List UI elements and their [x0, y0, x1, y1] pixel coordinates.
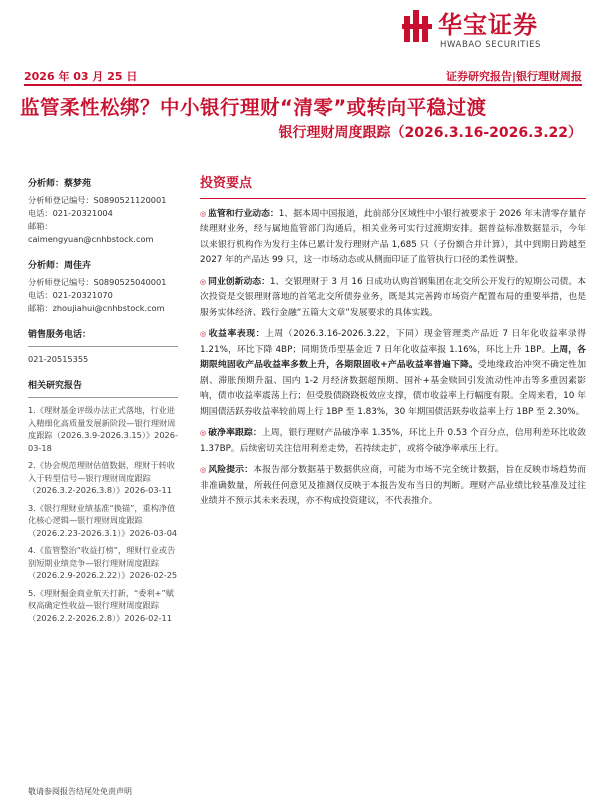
bullet-icon: ◎ [200, 209, 207, 218]
paragraph-yield [200, 327, 586, 420]
related-reports [28, 380, 178, 624]
header-divider [24, 84, 582, 86]
huabao-logo-icon [402, 10, 434, 44]
para-label: 收益率表现： [208, 329, 266, 339]
report-tag: 证券研究报告|银行理财周报 [445, 70, 582, 83]
related-report-item[interactable]: 2.《协会规范理财估值数据，理财于转收入于转型信号—银行理财周度跟踪（2026.3.2-2026.3.8）》2026-03-11 [28, 460, 175, 495]
analyst-email[interactable]: 邮箱：caimengyuan@cnhbstock.com [28, 221, 154, 244]
analyst-email[interactable]: 邮箱：zhoujiahui@cnhbstock.com [28, 303, 165, 313]
section-divider [28, 346, 178, 347]
para-text: 受地缘政治冲突不确定性加剧、滞胀预期升温、国内 1-2 月经济数据超预期、国补+基金赎回引发流动性冲击等多重因素影响，债市收益率震荡上行；但受股债跷跷板效应支撑，债市收益率上行幅度有限。全周来看，10 年期国债活跃券收益率较前周上行 1BP 至 1.83%，30 年期国债活跃券收益率上行 1BP 至 2.30%。 [200, 360, 586, 417]
paragraph-innovation [200, 275, 586, 322]
related-report-item[interactable]: 4.《监管整治“收益打榜”，理财行业或告别短期业绩竞争—银行理财周度跟踪（2026.2.9-2026.2.22）》2026-02-25 [28, 545, 178, 580]
analyst-cert: 分析师登记编号：S0890525040001 [28, 277, 167, 287]
analyst-name: 分析师：蔡梦苑 [28, 179, 92, 189]
paragraph-break-net [200, 426, 586, 457]
sales-phone: 021-20515355 [28, 354, 89, 364]
sales-contact [28, 329, 178, 366]
related-report-item[interactable]: 1.《理财基金评级办法正式落地，行业进入精细化高质量发展新阶段—银行理财周度跟踪（2026.3.9-2026.3.15）》2026-03-18 [28, 405, 178, 453]
analyst-phone: 电话：021-20321004 [28, 208, 113, 218]
bullet-icon: ◎ [200, 429, 207, 437]
analyst-card [28, 178, 178, 246]
bullet-icon: ◎ [200, 466, 207, 474]
related-title: 相关研究报告 [28, 381, 83, 391]
para-label: 同业创新动态： [208, 276, 270, 287]
key-points-divider [200, 198, 586, 199]
para-label: 破净率跟踪： [208, 428, 262, 438]
brand-name-cn: 华宝证券 [438, 11, 538, 39]
date-bar [0, 66, 600, 84]
disclaimer-footer[interactable]: 敬请参阅报告结尾处免责声明 [28, 787, 132, 796]
section-divider [28, 397, 178, 398]
paragraph-regulation [200, 207, 586, 269]
para-label: 风险提示： [208, 465, 254, 475]
para-text: 上周，银行理财产品破净率 1.35%，环比上升 0.53 个百分点，信用利差环比收敛 1.37BP。后续密切关注信用利差走势，若持续走扩，或将令破净率承压上行。 [200, 428, 586, 454]
sales-label: 销售服务电话： [28, 330, 92, 340]
bullet-icon: ◎ [200, 277, 207, 286]
para-text: 1、交银理财于 3 月 16 日成功认购首钢集团在北交所公开发行的短期公司债。本次投资是交银理财落地的首笔北交所债券业务，既是其完善跨市场资产配置布局的重要举措，也是服务实体经济、践行金融“五篇大文章”发展要求的具体实践。 [200, 276, 586, 318]
para-highlight: 上周，各期限纯固收产品收益率多数上升，各期限固收+产品收益率普遍下降。 [200, 344, 586, 370]
main-title: 监管柔性松绑？中小银行理财“清零”或转向平稳过渡 [20, 96, 487, 119]
key-points-title: 投资要点 [200, 176, 253, 191]
analyst-card [28, 260, 178, 315]
brand-logo [402, 10, 592, 52]
bullet-icon: ◎ [200, 330, 207, 338]
paragraph-risk [200, 463, 586, 510]
sub-title: 银行理财周度跟踪（2026.3.16-2026.3.22） [278, 125, 582, 141]
related-report-item[interactable]: 3.《银行理财业绩基准“换锚”，重构净值化核心逻辑—银行理财周度跟踪（2026.2.23-2026.3.1）》2026-03-04 [28, 502, 178, 538]
analyst-cert: 分析师登记编号：S0890521120001 [28, 195, 167, 205]
para-label: 监管和行业动态： [208, 208, 279, 219]
report-date: 2026 年 03 月 25 日 [24, 70, 138, 83]
para-text: 本报告部分数据基于数据供应商，可能为市场不完全统计数据，旨在反映市场趋势而非准确数量，所载任何意见及推测仅反映于本报告发布当日的判断。理财产品业绩比较基准及过往业绩并不预示其未来表现，亦不构成投资建议，不代表推介。 [200, 465, 586, 506]
analyst-name: 分析师：周佳卉 [28, 261, 92, 271]
brand-name-en: HWABAO SECURITIES [440, 40, 542, 50]
key-points-section [200, 176, 586, 516]
left-sidebar [28, 178, 178, 638]
analyst-phone: 电话：021-20321070 [28, 290, 113, 300]
related-report-item[interactable]: 5.《理财掘金商业航天打新，“委利+”赋权高确定性收益—银行理财周度跟踪（2026.2.2-2026.2.8）》2026-02-11 [28, 587, 174, 623]
para-text: 1、据本周中国报道，此前部分区域性中小银行被要求于 2026 年末清零存量存续理财业务，经与属地监管部门沟通后，相关业务可实行过渡期安排。据普益标准数据显示，今年以来银行机构作为发行主体已累计发行理财产品 1,685 只（子份额合并计算），其中到期日跨越至 2027 年的产品达 99 只，这一市场动态或从侧面印证了监管执行口径的柔性调整。 [200, 208, 586, 265]
para-text: 上周（2026.3.16-2026.3.22，下同）现金管理类产品近 7 日年化收益率录得 1.21%，环比下降 4BP；同期货币型基金近 7 日年化收益率报 1.16%，环比上升 1BP。 [200, 329, 586, 355]
